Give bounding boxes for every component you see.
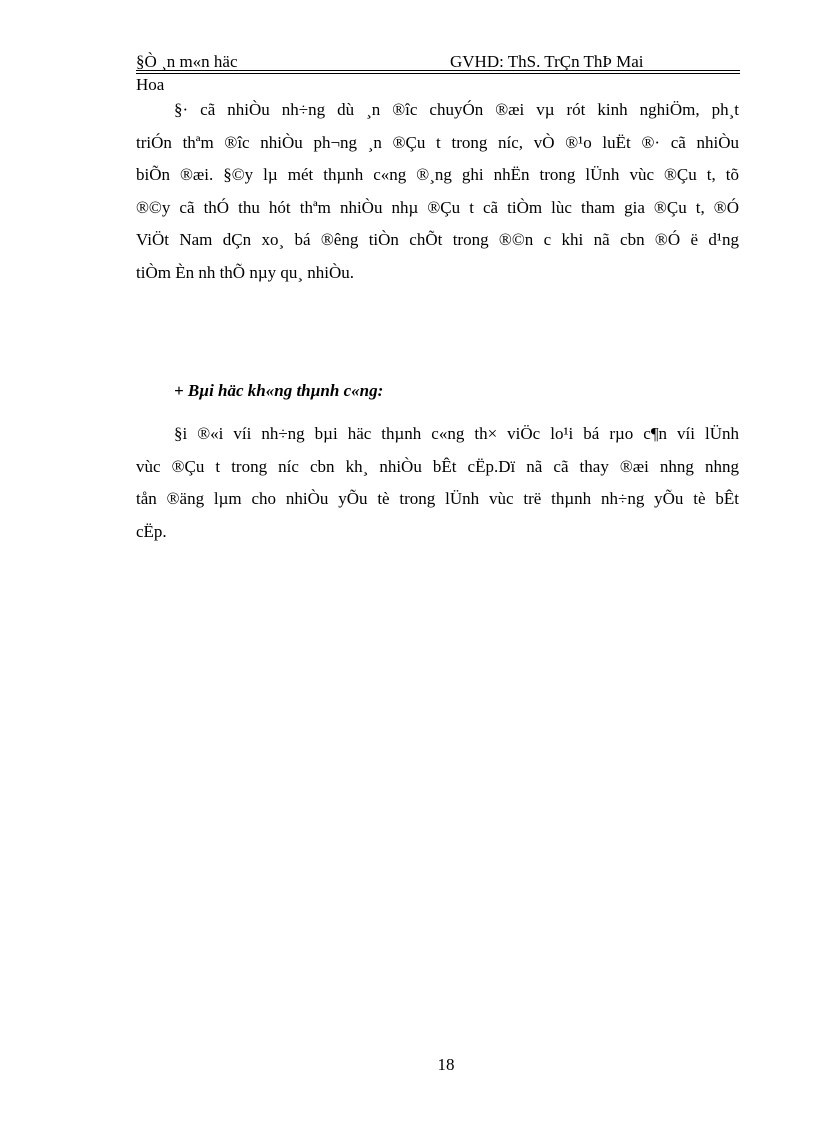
section-heading: + Bµi häc kh«ng thµnh c«ng: xyxy=(174,381,384,400)
paragraph-2 xyxy=(136,418,739,548)
paragraph-line: ®©y cã thÓ thu hót thªm nhiÒu nhµ ®Çu t cã tiÒm lùc tham gia ®Çu t, ®Ó xyxy=(136,197,739,217)
header-supervisor-wrap: Hoa xyxy=(136,75,165,94)
paragraph-line: biÕn ®æi. §©y lµ mét thµnh c«ng ®¸ng ghi nhËn trong lÜnh vùc ®Çu t, tõ xyxy=(136,165,739,184)
paragraph-line: tiÒm Èn nh thÕ nµy qu¸ nhiÒu. xyxy=(136,262,355,282)
paragraph-line: §· cã nhiÒu nh÷ng dù ¸n ®îc chuyÓn ®æi vµ rót kinh nghiÖm, ph¸t xyxy=(174,100,739,119)
paragraph-1 xyxy=(136,94,739,289)
paragraph-line: triÓn thªm ®îc nhiÒu ph¬ng ¸n ®Çu t trong níc, vÒ ®¹o luËt ®· cã nhiÒu xyxy=(136,132,739,152)
paragraph-line: cËp. xyxy=(136,521,167,541)
paragraph-line: §i ®«i víi nh÷ng bµi häc thµnh c«ng th× viÖc lo¹i bá rµo c¶n víi lÜnh xyxy=(174,424,739,443)
paragraph-line: tån ®äng lµm cho nhiÒu yÕu tè trong lÜnh vùc trë thµnh nh÷ng yÕu tè bÊt xyxy=(136,489,739,508)
page-number: 18 xyxy=(437,1055,455,1074)
page-header xyxy=(136,52,740,74)
header-rule-bottom xyxy=(136,73,740,74)
header-course-title: §Ò ¸n m«n häc xyxy=(136,52,238,71)
header-rule-top xyxy=(136,70,740,71)
paragraph-line: vùc ®Çu t trong níc cbn kh¸ nhiÒu bÊt cËp.Dï nã cã thay ®æi nhng nhng xyxy=(136,456,739,476)
header-supervisor: GVHD: ThS. TrÇn ThÞ Mai xyxy=(450,52,644,71)
paragraph-line: ViÖt Nam dÇn xo¸ bá ®êng tiÒn chÕt trong ®©n c khi nã cbn ®Ó ë d¹ng xyxy=(136,230,739,249)
